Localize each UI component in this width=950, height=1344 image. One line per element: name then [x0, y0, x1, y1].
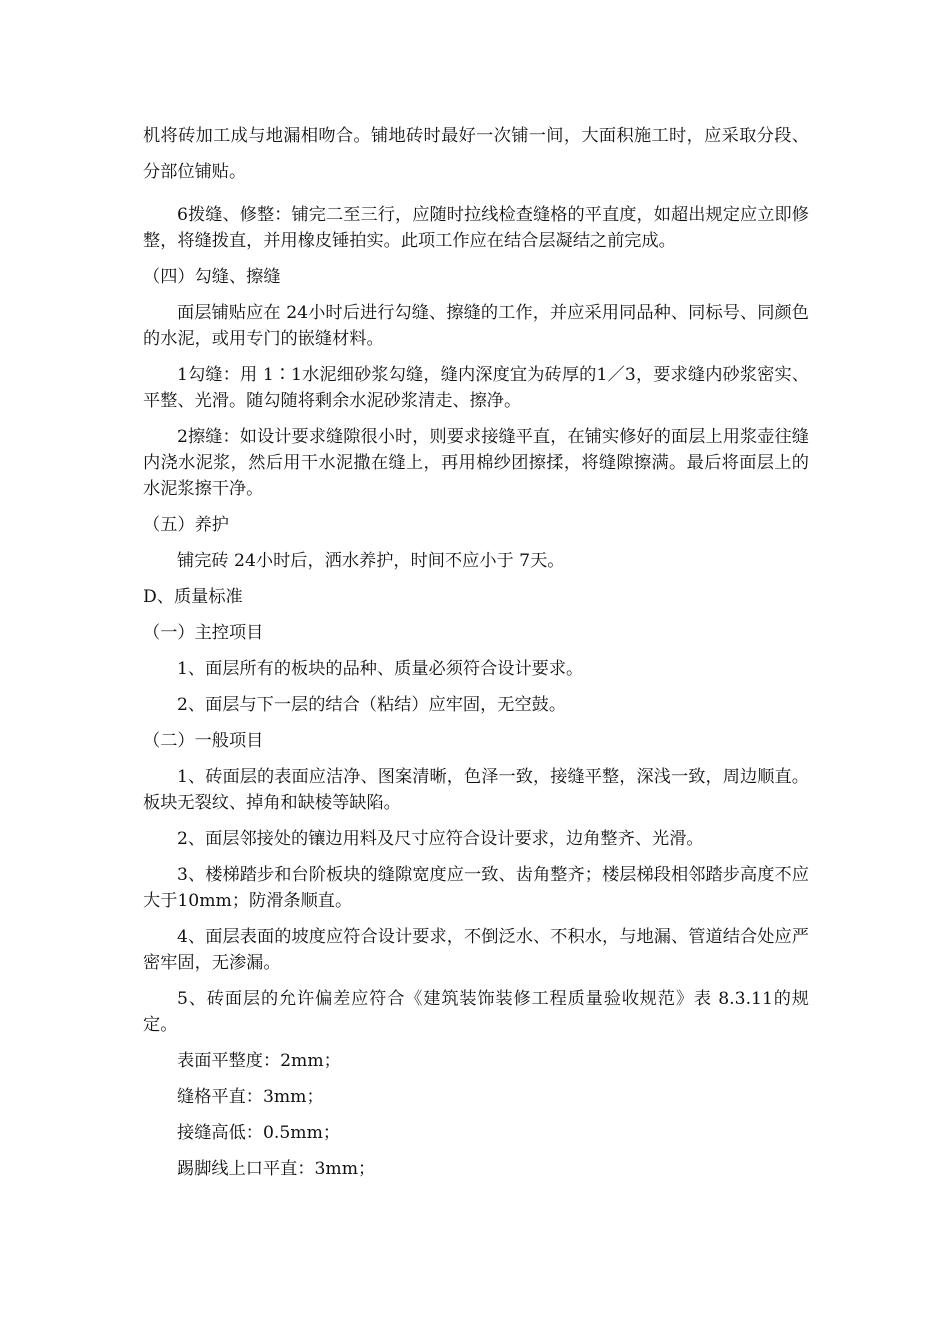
subheading-general-items: （二）一般项目 — [143, 731, 264, 751]
paragraph-general-4: 4、面层表面的坡度应符合设计要求，不倒泛水、不积水，与地漏、管道结合处应严密牢固，无渗漏。 — [143, 927, 809, 973]
paragraph-general-5: 5、砖面层的允许偏差应符合《建筑装饰装修工程质量验收规范》表 8.3.11的规定。 — [143, 989, 809, 1035]
paragraph-general-1: 1、砖面层的表面应洁净、图案清晰，色泽一致，接缝平整，深浅一致，周边顺直。板块无裂纹、掉角和缺棱等缺陷。 — [143, 767, 809, 813]
tolerance-joint-height: 接缝高低：0.5mm； — [177, 1123, 341, 1143]
paragraph-general-2: 2、面层邻接处的镶边用料及尺寸应符合设计要求，边角整齐、光滑。 — [177, 829, 704, 849]
section-heading-pointing: （四）勾缝、擦缝 — [143, 267, 281, 287]
tolerance-skirting-top: 踢脚线上口平直：3mm； — [177, 1159, 376, 1179]
paragraph-pointing-step-1: 1勾缝：用 1∶1水泥细砂浆勾缝，缝内深度宜为砖厚的1／3，要求缝内砂浆密实、平整、光滑。随勾随将剩余水泥砂浆清走、擦净。 — [143, 365, 809, 411]
section-heading-quality: D、质量标准 — [143, 587, 243, 607]
tolerance-seam-straightness: 缝格平直：3mm； — [177, 1087, 324, 1107]
paragraph-seam-adjust: 6拨缝、修整：铺完二至三行，应随时拉线检查缝格的平直度，如超出规定应立即修整，将缝拨直，并用橡皮锤拍实。此项工作应在结合层凝结之前完成。 — [143, 205, 809, 251]
paragraph-tile-cutting: 机将砖加工成与地漏相吻合。铺地砖时最好一次铺一间，大面积施工时，应采取分段、分部位铺贴。 — [143, 126, 809, 182]
paragraph-main-control-2: 2、面层与下一层的结合（粘结）应牢固，无空鼓。 — [177, 695, 567, 715]
paragraph-general-3: 3、楼梯踏步和台阶板块的缝隙宽度应一致、齿角整齐；楼层梯段相邻踏步高度不应大于10mm；防滑条顺直。 — [143, 865, 809, 911]
paragraph-main-control-1: 1、面层所有的板块的品种、质量必须符合设计要求。 — [177, 659, 584, 679]
paragraph-pointing-intro: 面层铺贴应在 24小时后进行勾缝、擦缝的工作，并应采用同品种、同标号、同颜色的水泥，或用专门的嵌缝材料。 — [143, 303, 809, 349]
tolerance-surface-flatness: 表面平整度：2mm； — [177, 1051, 341, 1071]
paragraph-curing: 铺完砖 24小时后，洒水养护，时间不应小于 7天。 — [177, 551, 565, 571]
section-heading-curing: （五）养护 — [143, 515, 229, 535]
document-page — [143, 118, 809, 1182]
subheading-main-control: （一）主控项目 — [143, 623, 264, 643]
paragraph-pointing-step-2: 2擦缝：如设计要求缝隙很小时，则要求接缝平直，在铺实修好的面层上用浆壶往缝内浇水泥浆，然后用干水泥撒在缝上，再用棉纱团擦揉，将缝隙擦满。最后将面层上的水泥浆擦干净。 — [143, 427, 809, 499]
